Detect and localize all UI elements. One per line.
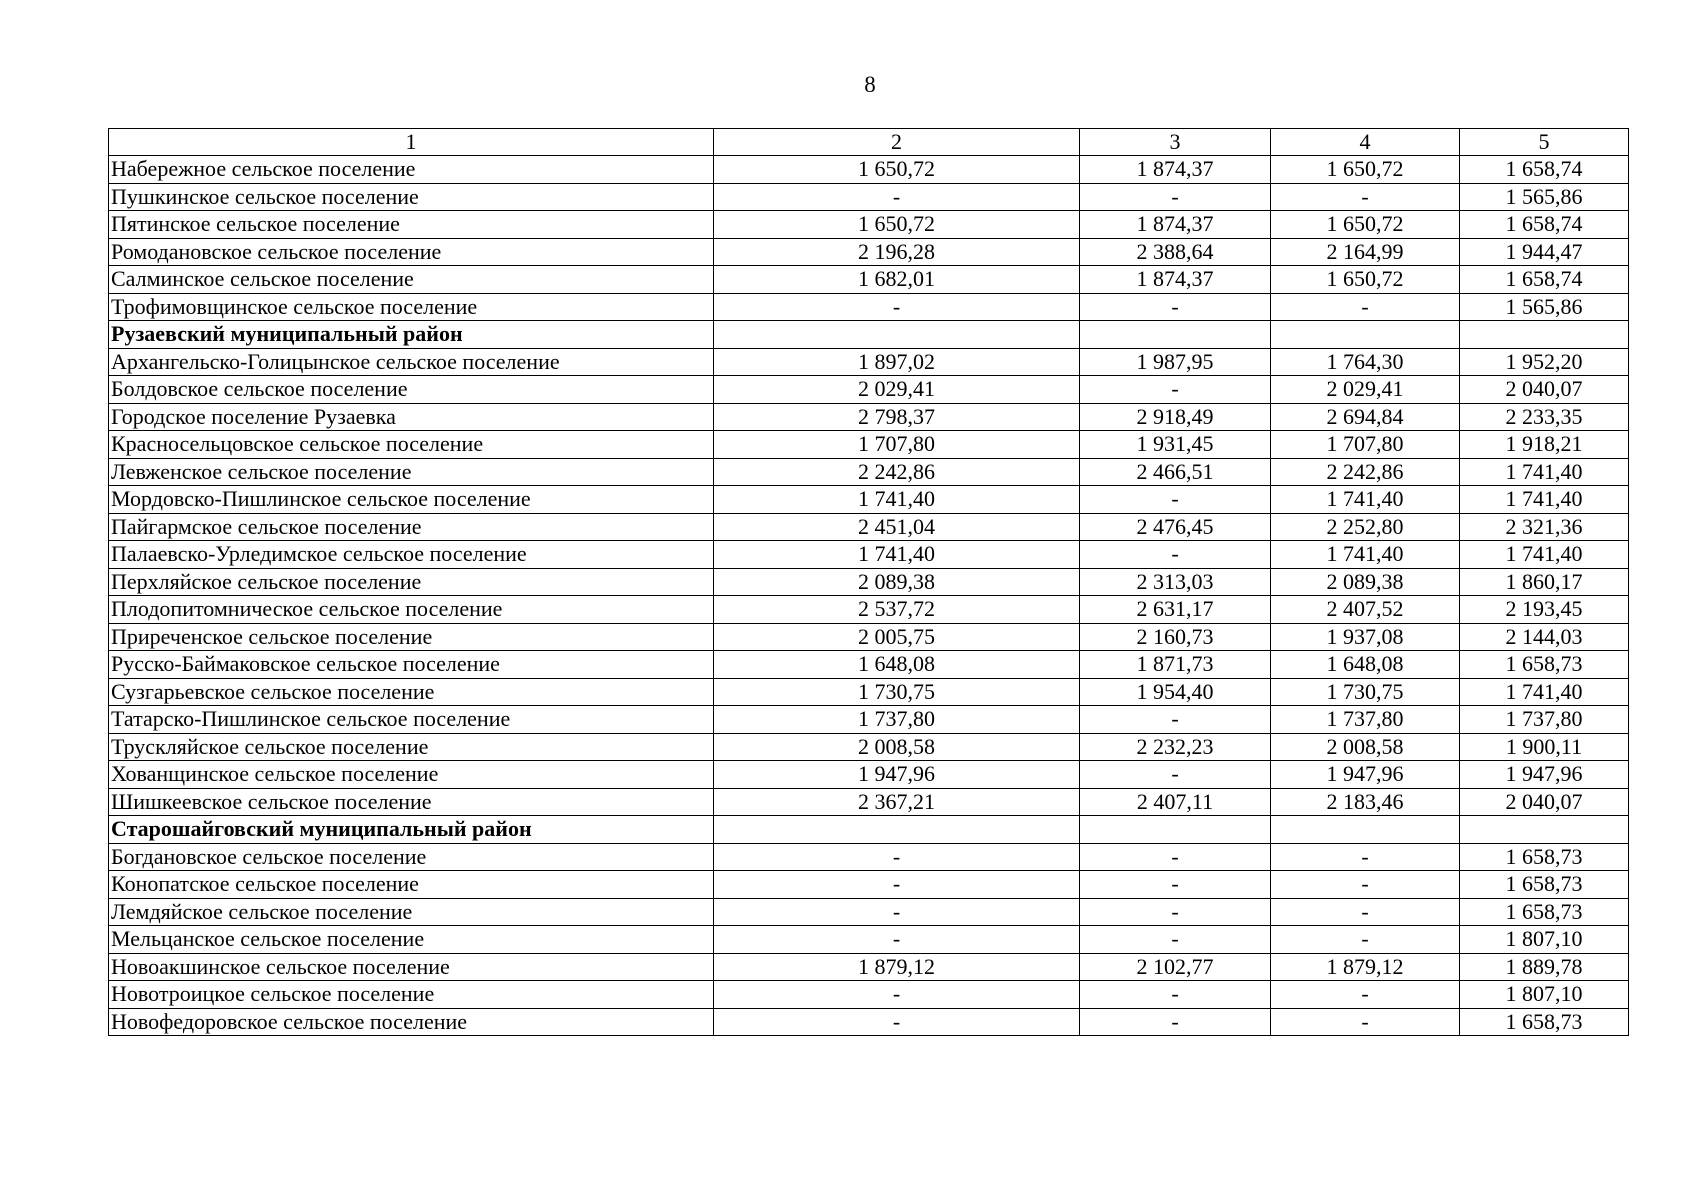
value-col-2: 1 947,96 [714,761,1080,789]
settlement-name: Новотроицкое сельское поселение [109,981,714,1009]
value-col-2: - [714,1008,1080,1036]
value-col-2: 2 367,21 [714,788,1080,816]
value-col-3: 2 102,77 [1080,953,1271,981]
value-col-4: 2 694,84 [1271,403,1460,431]
settlement-name: Болдовское сельское поселение [109,376,714,404]
district-row [109,816,1629,844]
value-col-4: 2 029,41 [1271,376,1460,404]
table-row [109,183,1629,211]
value-col-4: 1 937,08 [1271,623,1460,651]
district-row [109,321,1629,349]
value-col-5: 1 741,40 [1460,458,1629,486]
value-col-5: 2 233,35 [1460,403,1629,431]
column-header-5: 5 [1460,129,1629,156]
value-col-3: 2 631,17 [1080,596,1271,624]
value-col-4: 1 650,72 [1271,266,1460,294]
value-col-2: 2 005,75 [714,623,1080,651]
value-col-3: 2 476,45 [1080,513,1271,541]
value-col-5: 1 658,74 [1460,211,1629,239]
value-col-3: - [1080,926,1271,954]
settlement-name: Красносельцовское сельское поселение [109,431,714,459]
value-col-5: 1 565,86 [1460,293,1629,321]
settlement-name: Русско-Баймаковское сельское поселение [109,651,714,679]
value-col-5: 2 193,45 [1460,596,1629,624]
value-col-2: 1 741,40 [714,541,1080,569]
value-col-5: 1 807,10 [1460,926,1629,954]
value-col-3: - [1080,981,1271,1009]
value-col-4 [1271,321,1460,349]
value-col-3: - [1080,706,1271,734]
value-col-4: 1 650,72 [1271,156,1460,184]
value-col-5: 1 807,10 [1460,981,1629,1009]
value-col-3: - [1080,898,1271,926]
table-row [109,541,1629,569]
district-name: Рузаевский муниципальный район [109,321,714,349]
column-header-3: 3 [1080,129,1271,156]
value-col-2: 1 648,08 [714,651,1080,679]
value-col-3: 2 407,11 [1080,788,1271,816]
value-col-5: 1 900,11 [1460,733,1629,761]
value-col-2: - [714,898,1080,926]
settlement-name: Приреченское сельское поселение [109,623,714,651]
value-col-4: - [1271,926,1460,954]
value-col-4: 2 242,86 [1271,458,1460,486]
value-col-4: 1 879,12 [1271,953,1460,981]
table-row [109,211,1629,239]
value-col-4: - [1271,1008,1460,1036]
value-col-3: 1 874,37 [1080,266,1271,294]
value-col-5: 1 658,73 [1460,843,1629,871]
table-row [109,486,1629,514]
settlement-name: Пайгармское сельское поселение [109,513,714,541]
table-row [109,348,1629,376]
value-col-3: - [1080,293,1271,321]
value-col-5: 1 565,86 [1460,183,1629,211]
table-header [109,129,1629,156]
value-col-4: 1 730,75 [1271,678,1460,706]
value-col-5: 1 952,20 [1460,348,1629,376]
table-row [109,733,1629,761]
value-col-4: 1 764,30 [1271,348,1460,376]
district-name: Старошайговский муниципальный район [109,816,714,844]
table-row [109,238,1629,266]
table-row [109,843,1629,871]
value-col-5: 1 658,74 [1460,266,1629,294]
table-row [109,761,1629,789]
settlement-name: Новоакшинское сельское поселение [109,953,714,981]
value-col-2: - [714,183,1080,211]
value-col-3: 1 987,95 [1080,348,1271,376]
column-header-4: 4 [1271,129,1460,156]
value-col-3: 2 918,49 [1080,403,1271,431]
table-row [109,513,1629,541]
value-col-5 [1460,321,1629,349]
settlement-name: Сузгарьевское сельское поселение [109,678,714,706]
value-col-5: 1 741,40 [1460,541,1629,569]
value-col-2 [714,321,1080,349]
value-col-2: 1 897,02 [714,348,1080,376]
value-col-3: - [1080,376,1271,404]
settlement-name: Татарско-Пишлинское сельское поселение [109,706,714,734]
column-header-2: 2 [714,129,1080,156]
table-body [109,156,1629,1036]
table-row [109,651,1629,679]
settlement-name: Перхляйское сельское поселение [109,568,714,596]
value-col-5: 1 658,73 [1460,898,1629,926]
settlement-name: Конопатское сельское поселение [109,871,714,899]
table-row [109,458,1629,486]
value-col-3: 1 931,45 [1080,431,1271,459]
table-row [109,623,1629,651]
value-col-4: 1 650,72 [1271,211,1460,239]
value-col-3: - [1080,1008,1271,1036]
value-col-3: 2 466,51 [1080,458,1271,486]
table-row [109,156,1629,184]
value-col-2 [714,816,1080,844]
value-col-2: 2 089,38 [714,568,1080,596]
table-row [109,376,1629,404]
settlement-name: Мельцанское сельское поселение [109,926,714,954]
page-number: 8 [864,72,876,97]
settlement-name: Палаевско-Урледимское сельское поселение [109,541,714,569]
value-col-3: - [1080,843,1271,871]
value-col-2: - [714,843,1080,871]
value-col-5: 1 658,73 [1460,871,1629,899]
value-col-2: 1 682,01 [714,266,1080,294]
value-col-3: 2 313,03 [1080,568,1271,596]
settlement-name: Набережное сельское поселение [109,156,714,184]
value-col-2: 2 029,41 [714,376,1080,404]
table-row [109,293,1629,321]
value-col-3: 1 874,37 [1080,211,1271,239]
value-col-2: - [714,981,1080,1009]
value-col-3: - [1080,871,1271,899]
table-row [109,568,1629,596]
value-col-5: 1 737,80 [1460,706,1629,734]
value-col-5: 1 860,17 [1460,568,1629,596]
value-col-2: 1 737,80 [714,706,1080,734]
settlement-name: Новофедоровское сельское поселение [109,1008,714,1036]
table-row [109,706,1629,734]
value-col-3: 2 232,23 [1080,733,1271,761]
value-col-3 [1080,321,1271,349]
value-col-2: 1 730,75 [714,678,1080,706]
value-col-2: - [714,293,1080,321]
table-row [109,898,1629,926]
value-col-4: - [1271,898,1460,926]
value-col-2: 1 650,72 [714,156,1080,184]
value-col-2: 2 008,58 [714,733,1080,761]
value-col-4: 1 741,40 [1271,541,1460,569]
value-col-4: 1 947,96 [1271,761,1460,789]
value-col-5: 1 918,21 [1460,431,1629,459]
value-col-4: 2 164,99 [1271,238,1460,266]
value-col-2: 1 741,40 [714,486,1080,514]
table-row [109,431,1629,459]
value-col-2: 1 879,12 [714,953,1080,981]
settlement-name: Хованщинское сельское поселение [109,761,714,789]
value-col-4: - [1271,293,1460,321]
table-row [109,953,1629,981]
value-col-4: - [1271,843,1460,871]
table-row [109,871,1629,899]
settlement-name: Богдановское сельское поселение [109,843,714,871]
value-col-4 [1271,816,1460,844]
value-col-4: 2 008,58 [1271,733,1460,761]
settlement-name: Городское поселение Рузаевка [109,403,714,431]
header-row [109,129,1629,156]
value-col-5: 2 144,03 [1460,623,1629,651]
value-col-4: 1 707,80 [1271,431,1460,459]
value-col-5: 1 658,74 [1460,156,1629,184]
value-col-4: 2 252,80 [1271,513,1460,541]
value-col-4: 1 741,40 [1271,486,1460,514]
value-col-4: - [1271,981,1460,1009]
value-col-3: - [1080,761,1271,789]
value-col-3: 1 874,37 [1080,156,1271,184]
value-col-4: 1 737,80 [1271,706,1460,734]
settlement-name: Салминское сельское поселение [109,266,714,294]
value-col-5: 2 040,07 [1460,376,1629,404]
column-header-1: 1 [109,129,714,156]
value-col-5: 1 947,96 [1460,761,1629,789]
table-row [109,678,1629,706]
table-row [109,403,1629,431]
value-col-4: 1 648,08 [1271,651,1460,679]
value-col-4: - [1271,183,1460,211]
value-col-5: 2 040,07 [1460,788,1629,816]
table-row [109,1008,1629,1036]
value-col-2: 2 196,28 [714,238,1080,266]
settlement-name: Ромодановское сельское поселение [109,238,714,266]
value-col-2: 2 537,72 [714,596,1080,624]
value-col-4: 2 089,38 [1271,568,1460,596]
value-col-5: 1 944,47 [1460,238,1629,266]
settlement-name: Левженское сельское поселение [109,458,714,486]
table-row [109,981,1629,1009]
value-col-3: 2 160,73 [1080,623,1271,651]
value-col-4: 2 407,52 [1271,596,1460,624]
value-col-3: 2 388,64 [1080,238,1271,266]
table-row [109,266,1629,294]
value-col-2: 1 707,80 [714,431,1080,459]
table-row [109,788,1629,816]
value-col-2: 1 650,72 [714,211,1080,239]
settlement-name: Шишкеевское сельское поселение [109,788,714,816]
settlement-name: Плодопитомническое сельское поселение [109,596,714,624]
settlement-name: Трофимовщинское сельское поселение [109,293,714,321]
value-col-2: 2 242,86 [714,458,1080,486]
settlement-name: Архангельско-Голицынское сельское поселение [109,348,714,376]
table-row [109,926,1629,954]
value-col-5: 1 741,40 [1460,678,1629,706]
value-col-2: - [714,871,1080,899]
value-col-3: 1 871,73 [1080,651,1271,679]
value-col-2: 2 451,04 [714,513,1080,541]
value-col-5: 1 889,78 [1460,953,1629,981]
value-col-4: 2 183,46 [1271,788,1460,816]
value-col-4: - [1271,871,1460,899]
settlement-name: Пятинское сельское поселение [109,211,714,239]
value-col-5: 1 658,73 [1460,1008,1629,1036]
value-col-5 [1460,816,1629,844]
value-col-5: 1 658,73 [1460,651,1629,679]
settlement-name: Мордовско-Пишлинское сельское поселение [109,486,714,514]
tariff-table [108,128,1629,1036]
value-col-3: - [1080,541,1271,569]
value-col-5: 1 741,40 [1460,486,1629,514]
settlement-name: Трускляйское сельское поселение [109,733,714,761]
value-col-3: - [1080,486,1271,514]
value-col-3: - [1080,183,1271,211]
table-row [109,596,1629,624]
value-col-2: 2 798,37 [714,403,1080,431]
value-col-5: 2 321,36 [1460,513,1629,541]
value-col-3: 1 954,40 [1080,678,1271,706]
settlement-name: Пушкинское сельское поселение [109,183,714,211]
value-col-2: - [714,926,1080,954]
value-col-3 [1080,816,1271,844]
settlement-name: Лемдяйское сельское поселение [109,898,714,926]
